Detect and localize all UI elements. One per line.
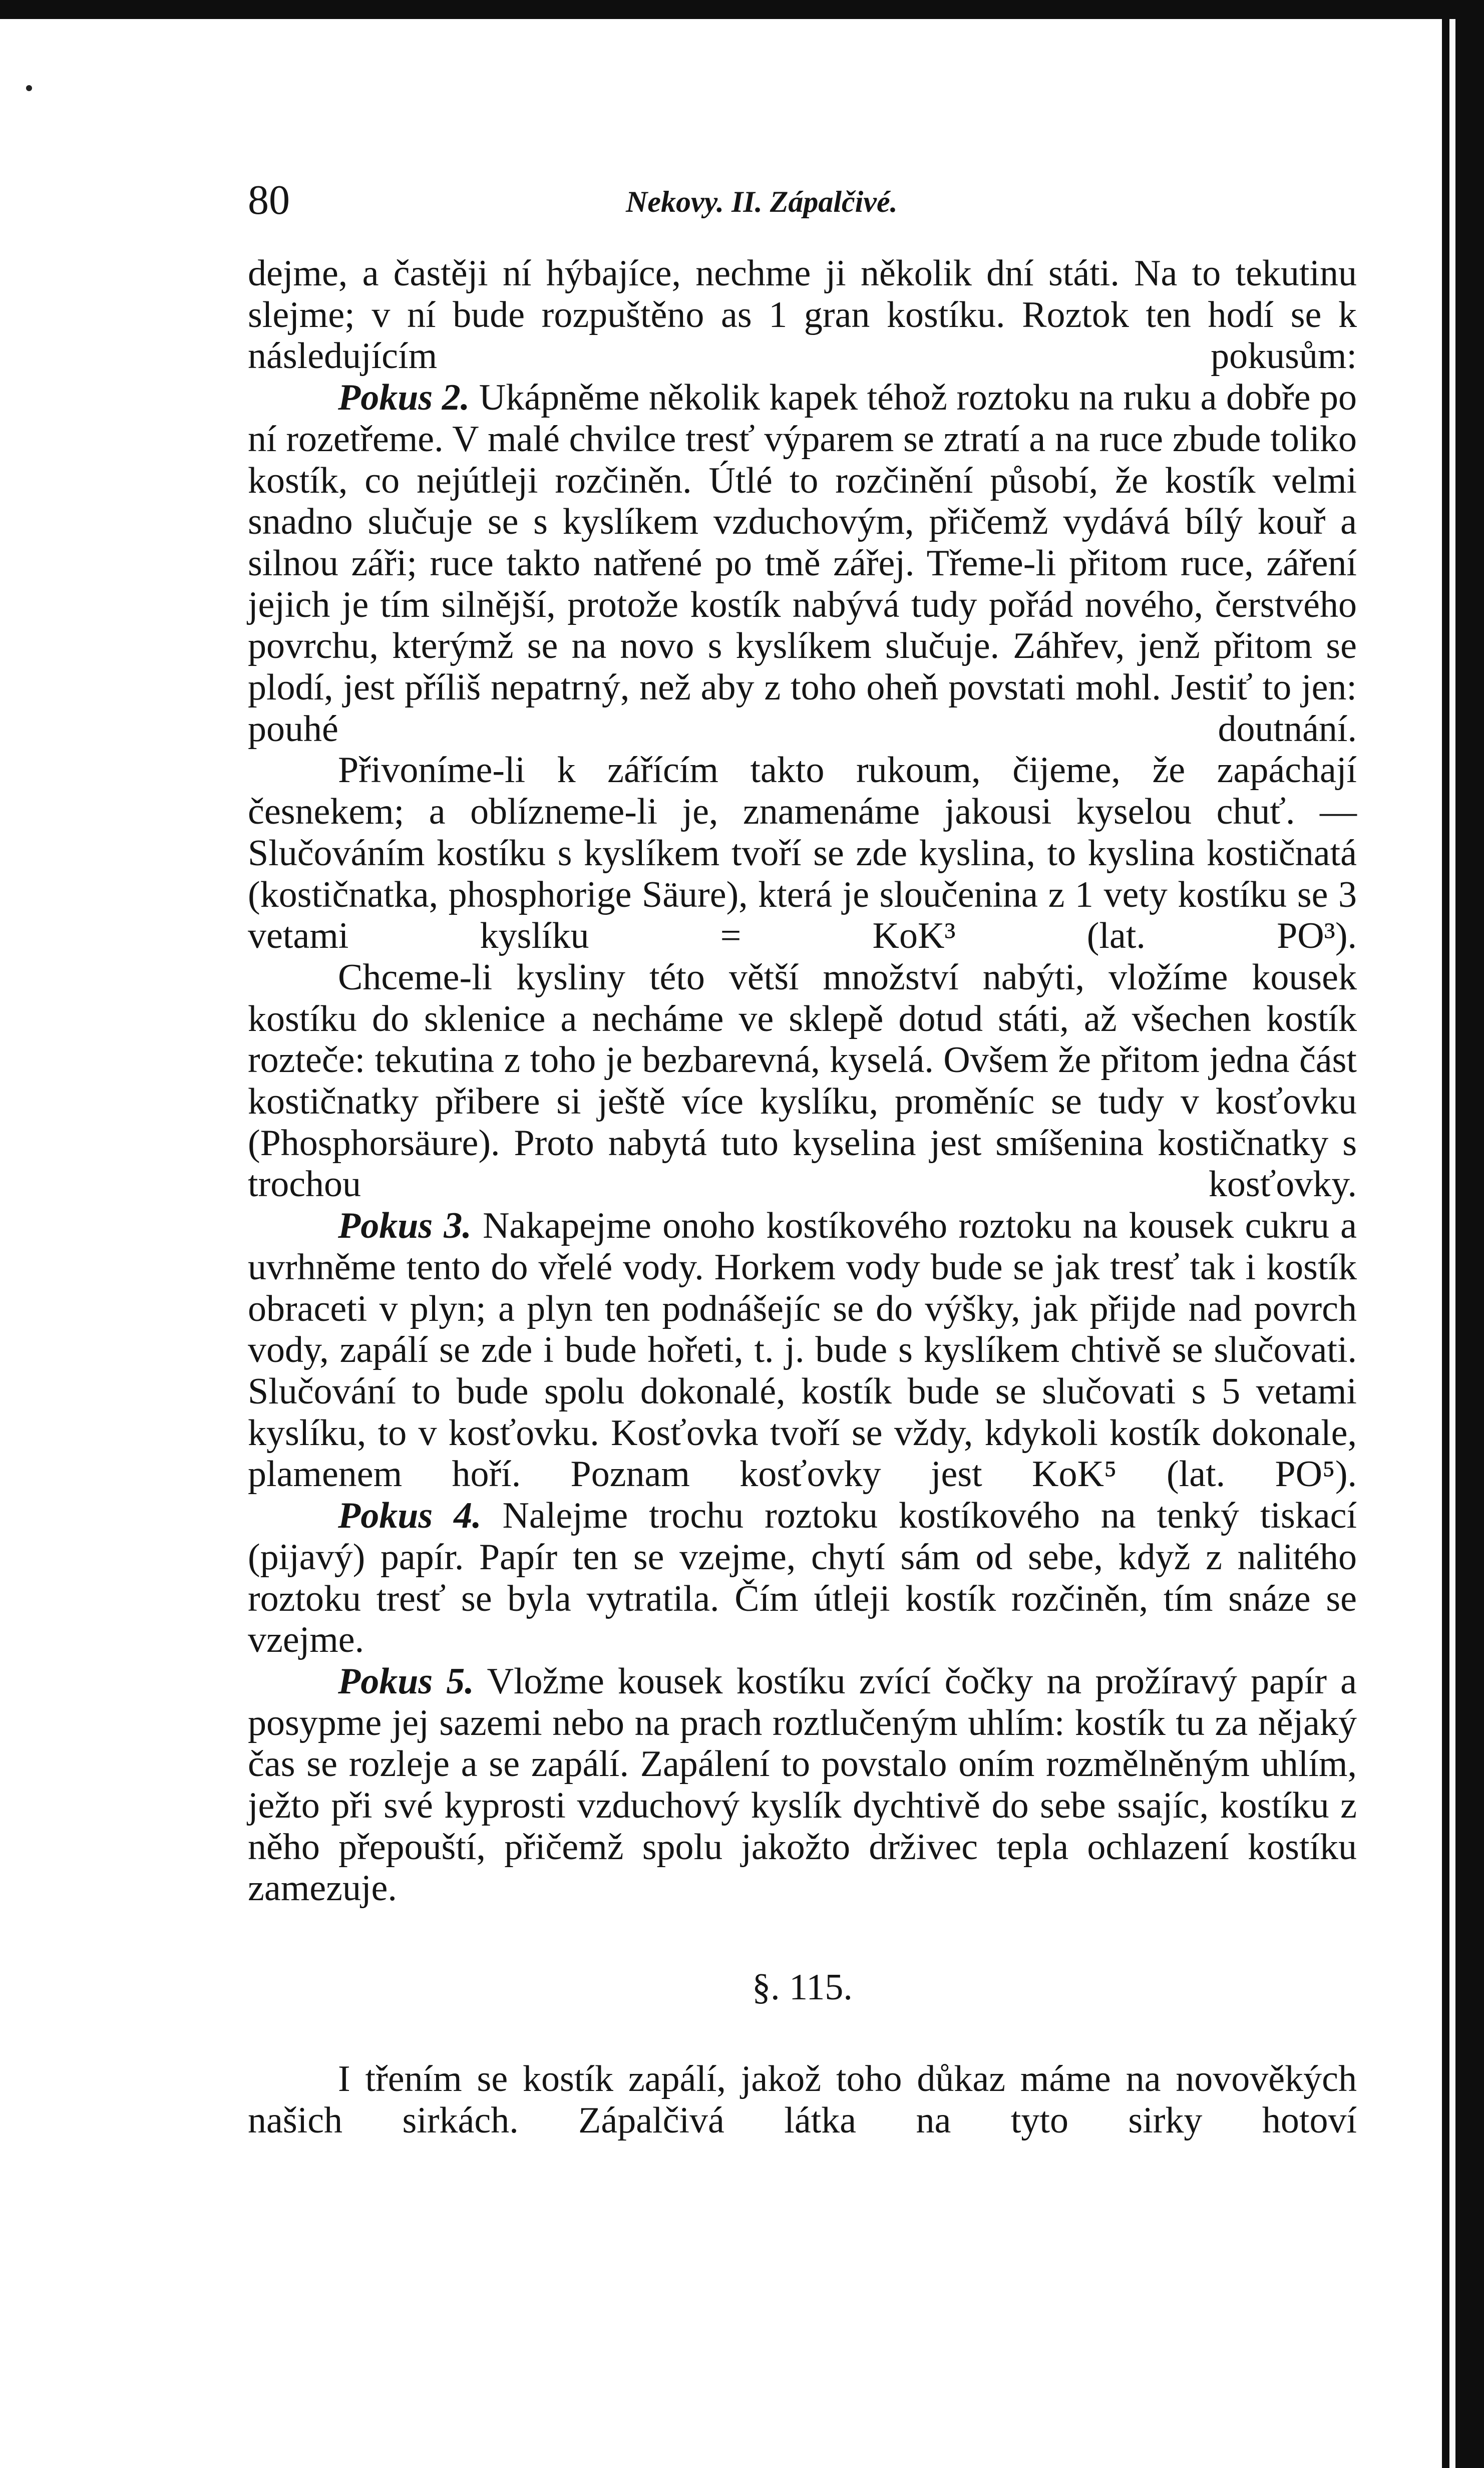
paragraph (248, 2058, 1357, 2141)
paragraph (248, 1495, 1357, 1661)
page-header (248, 175, 1357, 225)
page-number: 80 (248, 177, 290, 223)
paragraph-text: I třením se kostík zapálí, jakož toho důkaz máme na novověkých našich sirkách. Zápalčivá látka na tyto sirky hotoví (248, 2058, 1357, 2141)
paragraph-text: Chceme-li kysliny této větší množství nabýti, vložíme kousek kostíku do sklenice a necháme ve sklepě dotud státi, až všechen kostík rozteče: tekutina z toho je bezbarevná, kyselá. Ovšem že přitom jedna část kostičnatky přibere si ještě více kyslíku, proměníc se tudy v kosťovku (Phosphorsäure). Proto nabytá tuto kyselina jest smíšenina kostičnatky s trochou kosťovky. (248, 956, 1357, 1205)
running-head: Nekovy. II. Zápalčivé. (626, 185, 898, 218)
scan-top-edge (0, 0, 1484, 19)
paragraph (248, 253, 1357, 377)
paragraph (248, 1205, 1357, 1495)
experiment-label: Pokus 2. (338, 377, 470, 419)
paragraph-text: Vložme kousek kostíku zvící čočky na prožíravý papír a posypme jej sazemi nebo na prach roztlučeným uhlím: kostík tu za nějaký čas se rozleje a se zapálí. Zapálení to povstalo oním rozmělněným uhlím, ježto při své kyprosti vzduchový kyslík dychtivě do sebe ssajíc, kostíku z něho přepouští, přičemž spolu jakožto drživec tepla ochlazení kostíku zamezuje. (248, 1660, 1357, 1909)
scan-page-edge-line (1449, 19, 1455, 2468)
body-text (248, 253, 1357, 2141)
scan-right-edge (1442, 0, 1484, 2468)
section-heading: §. 115. (752, 1967, 853, 2008)
paragraph (248, 377, 1357, 750)
paragraph-text: Nalejme trochu roztoku kostíkového na tenký tiskací (pijavý) papír. Papír ten se vzejme, chytí sám od sebe, když z nalitého roztoku tresť se byla vytratila. Čím útleji kostík rozčiněn, tím snáze se vzejme. (248, 1495, 1357, 1661)
paragraph-text: Nakapejme onoho kostíkového roztoku na kousek cukru a uvrhněme tento do vřelé vody. Horkem vody bude se jak tresť tak i kostík obraceti v plyn; a plyn ten podnášejíc se do výšky, jak přijde nad povrch vody, zapálí se zde i bude hořeti, t. j. bude s kyslíkem chtivě se slučovati. Slučování to bude spolu dokonalé, kostík bude se slučovati s 5 vetami kyslíku, to v kosťovku. Kosťovka tvoří se vždy, kdykoli kostík dokonale, plamenem hoří. Poznam kosťovky jest KoK⁵ (lat. PO⁵). (248, 1205, 1357, 1495)
scan-speck (26, 85, 32, 91)
paragraph-text: Přivoníme-li k zářícím takto rukoum, čijeme, že zapáchají česnekem; a oblízneme-li je, znamenáme jakousi kyselou chuť. — Slučováním kostíku s kyslíkem tvoří se zde kyslina, to kyslina kostičnatá (kostičnatka, phosphorige Säure), která je sloučenina z 1 vety kostíku se 3 vetami kyslíku = KoK³ (lat. PO³). (248, 750, 1357, 957)
paragraph (248, 1661, 1357, 1909)
paragraph (248, 750, 1357, 957)
experiment-label: Pokus 5. (338, 1660, 474, 1702)
paragraph-text: Ukápněme několik kapek téhož roztoku na ruku a dobře po ní rozetřeme. V malé chvilce tresť výparem se ztratí a na ruce zbude toliko kostík, co nejútleji rozčiněn. Útlé to rozčinění působí, že kostík velmi snadno slučuje se s kyslíkem vzduchovým, přičemž vydává bílý kouř a silnou záři; ruce takto natřené po tmě zářej. Třeme-li přitom ruce, záření jejich je tím silnější, protože kostík nabývá tudy pořád nového, čerstvého povrchu, kterýmž se na novo s kyslíkem slučuje. Záhřev, jenž přitom se plodí, jest příliš nepatrný, než aby z toho oheň povstati mohl. Jestiť to jen: pouhé doutnání. (248, 377, 1357, 750)
paragraph-text: dejme, a častěji ní hýbajíce, nechme ji několik dní státi. Na to tekutinu slejme; v ní bude rozpuštěno as 1 gran kostíku. Roztok ten hodí se k následujícím pokusům: (248, 253, 1357, 377)
paragraph (248, 957, 1357, 1205)
experiment-label: Pokus 3. (338, 1205, 472, 1247)
experiment-label: Pokus 4. (338, 1495, 482, 1537)
